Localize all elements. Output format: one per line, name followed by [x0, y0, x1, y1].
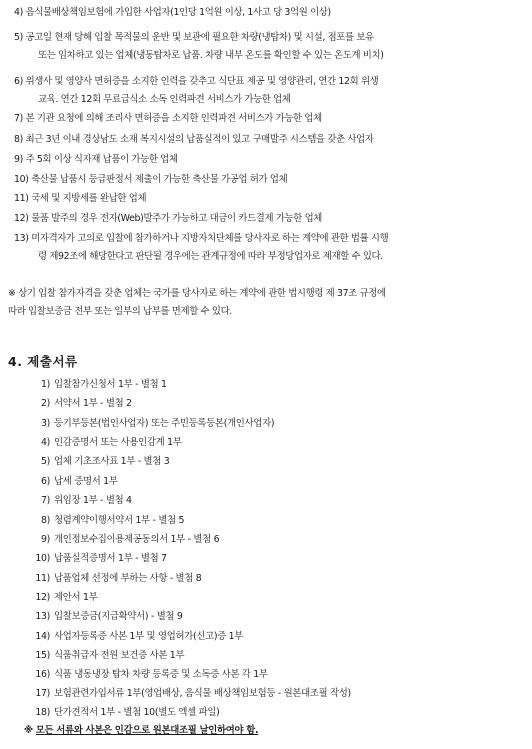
document-text: 청렴계약이행서약서 1부 - 별첨 5 — [54, 515, 185, 526]
document-number: 10) — [35, 553, 50, 564]
document-text: 보험관련가입서류 1부(영업배상, 음식물 배상책임보험등 - 원본대조필 작성) — [54, 688, 351, 699]
requirement-item — [14, 230, 526, 248]
requirement-text: 미자격자가 고의로 입찰에 참가하거나 지방자치단체를 당사자로 하는 계약에 관한 법률 시행 — [31, 233, 389, 244]
document-item — [30, 395, 132, 413]
document-item — [30, 550, 167, 568]
document-number: 6) — [40, 476, 50, 487]
document-text: 납품업체 선정에 부하는 사항 - 별첨 8 — [54, 573, 202, 584]
final-note-text: 모든 서류와 사본은 인감으로 원본대조필 날인하여야 함. — [35, 725, 259, 736]
requirement-item — [14, 4, 526, 22]
requirement-text: 축산물 납품시 등급판정서 제출이 가능한 축산물 가공업 허가 업체 — [31, 174, 288, 185]
document-number: 1) — [40, 379, 50, 390]
requirement-number: 9) — [14, 154, 23, 165]
note-line: ※ 상기 입찰 참가자격을 갖춘 업체는 국가를 당사자로 하는 계약에 관한 법시행령 제 37조 규정에 — [8, 288, 386, 299]
document-text: 인감증명서 또는 사용인감계 1부 — [54, 437, 182, 448]
document-number: 8) — [40, 515, 50, 526]
document-item — [30, 647, 184, 665]
document-item — [30, 570, 201, 588]
document-item — [30, 512, 184, 530]
document-number: 7) — [40, 495, 50, 506]
document-number: 13) — [35, 611, 50, 622]
requirement-number: 13) — [14, 233, 29, 244]
document-number: 2) — [40, 398, 50, 409]
document-item — [30, 473, 118, 491]
document-number: 4) — [40, 437, 50, 448]
document-text: 식품취급자 전원 보건증 사본 1부 — [54, 650, 185, 661]
requirement-text: 본 기관 요청에 의해 조리사 면허증을 소지한 인력파견 서비스가 가능한 업체 — [25, 113, 322, 124]
requirement-text: 음식물배상책임보험에 가입한 사업자(1인당 1억원 이상, 1사고 당 3억원 이상) — [25, 7, 331, 18]
document-text: 업체 기초조사표 1부 - 별첨 3 — [54, 456, 170, 467]
requirement-text: 국세 및 지방세를 완납한 업체 — [31, 193, 147, 204]
document-item — [30, 608, 183, 626]
requirement-item — [14, 151, 526, 169]
requirement-text: 주 5회 이상 식자재 납품이 가능한 업체 — [25, 154, 178, 165]
requirement-continuation: 교육. 연간 12회 무료급식소 소독 인력파견 서비스가 가능한 업체 — [38, 94, 291, 105]
document-number: 12) — [35, 592, 50, 603]
requirement-item — [14, 73, 526, 91]
requirement-number: 5) — [14, 32, 23, 43]
document-number: 9) — [40, 534, 50, 545]
requirement-text: 물품 발주의 경우 전자(Web)발주가 가능하고 대금이 카드결제 가능한 업체 — [31, 213, 323, 224]
document-text: 개인정보수집이용제공동의서 1부 - 별첨 6 — [54, 534, 220, 545]
section-title: 4. 제출서류 — [8, 354, 78, 369]
requirement-number: 8) — [14, 134, 23, 145]
document-item — [30, 685, 351, 703]
document-number: 18) — [35, 707, 50, 718]
requirement-number: 10) — [14, 174, 29, 185]
document-text: 입찰참가신청서 1부 - 별첨 1 — [54, 379, 167, 390]
document-text: 위임장 1부 - 별첨 4 — [54, 495, 132, 506]
note-line: 따라 입찰보증금 전부 또는 일부의 납부를 면제할 수 있다. — [8, 306, 232, 317]
requirement-text: 위생사 및 영양사 면허증을 소지한 인력을 갖추고 식단표 제공 및 영양관리, 연간 12회 위생 — [25, 76, 379, 87]
document-number: 16) — [35, 669, 50, 680]
requirement-item — [14, 110, 526, 128]
document-item — [30, 492, 132, 510]
requirement-number: 7) — [14, 113, 23, 124]
document-text: 납품실적증명서 1부 - 별첨 7 — [54, 553, 167, 564]
requirement-item — [14, 171, 526, 189]
final-note — [24, 722, 258, 736]
document-item — [30, 628, 243, 646]
document-text: 서약서 1부 - 별첨 2 — [54, 398, 132, 409]
document-item — [30, 376, 167, 394]
requirement-continuation: 령 제92조에 해당한다고 판단될 경우에는 관계규정에 따라 부정당업자로 제재할 수 있다. — [38, 251, 383, 262]
requirement-item — [14, 131, 526, 149]
document-number: 14) — [35, 631, 50, 642]
note-marker: ※ — [24, 725, 33, 736]
requirement-item — [14, 210, 526, 228]
requirement-number: 4) — [14, 7, 23, 18]
document-text: 등기부등본(법인사업자) 또는 주민등록등본(개인사업자) — [54, 418, 275, 429]
document-item — [30, 434, 182, 452]
document-text: 입찰보증금(지급확약서) - 별첨 9 — [54, 611, 183, 622]
document-item — [30, 666, 268, 684]
document-item — [30, 704, 219, 722]
requirement-text: 공고일 현재 당해 입찰 목적물의 운반 및 보관에 필요한 차량(냉탑차) 및 시설, 점포를 보유 — [25, 32, 374, 43]
document-number: 5) — [40, 456, 50, 467]
requirement-item — [14, 29, 526, 47]
requirement-number: 6) — [14, 76, 23, 87]
requirement-number: 11) — [14, 193, 29, 204]
document-number: 17) — [35, 688, 50, 699]
document-item — [30, 415, 274, 433]
document-text: 제안서 1부 — [54, 592, 98, 603]
requirement-continuation: 또는 임차하고 있는 업체(냉동탑차로 납품. 차량 내부 온도를 확인할 수 있는 온도계 비치) — [38, 50, 384, 61]
document-item — [30, 531, 219, 549]
document-text: 단가견적서 1부 - 별첨 10(별도 엑셀 파일) — [54, 707, 220, 718]
document-number: 11) — [35, 573, 50, 584]
requirement-item — [14, 190, 526, 208]
requirement-text: 최근 3년 이내 경상남도 소재 복지시설의 납품실적이 있고 구매발주 시스템을 갖춘 사업자 — [25, 134, 374, 145]
document-text: 식품 냉동냉장 탑차 차량 등록증 및 소독증 사본 각 1부 — [54, 669, 268, 680]
document-item — [30, 589, 97, 607]
document-item — [30, 453, 169, 471]
document-text: 사업자등록증 사본 1부 및 영업허가(신고)증 1부 — [54, 631, 244, 642]
document-text: 납세 증명서 1부 — [54, 476, 118, 487]
requirement-number: 12) — [14, 213, 29, 224]
document-number: 15) — [35, 650, 50, 661]
document-number: 3) — [40, 418, 50, 429]
